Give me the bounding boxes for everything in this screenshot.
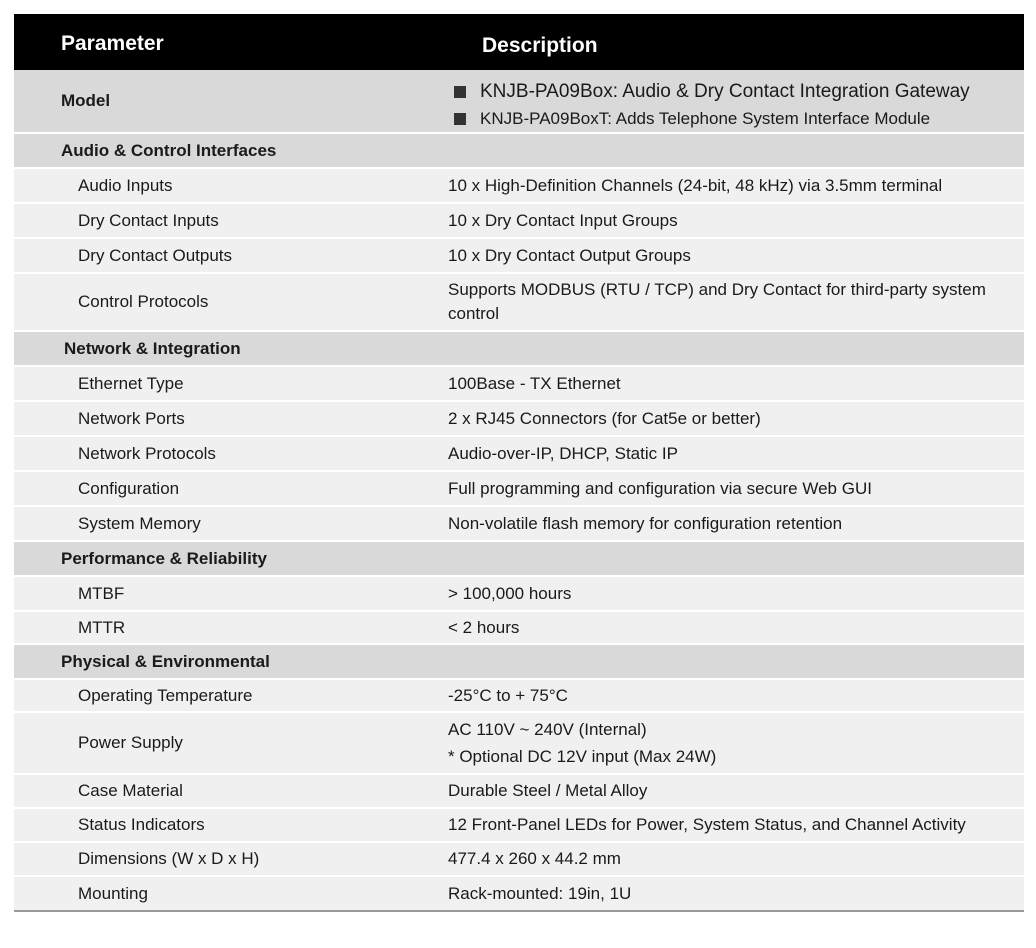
param-label: Control Protocols bbox=[78, 292, 209, 311]
table-row bbox=[14, 470, 1024, 505]
list-item bbox=[454, 105, 970, 132]
table-row bbox=[14, 365, 1024, 400]
model-row bbox=[14, 70, 1024, 132]
param-label: Power Supply bbox=[78, 733, 183, 752]
param-label: Operating Temperature bbox=[78, 685, 253, 705]
param-label: Network Ports bbox=[78, 408, 185, 428]
table-row bbox=[14, 505, 1024, 540]
param-label: Configuration bbox=[78, 478, 180, 498]
param-label: Case Material bbox=[78, 781, 183, 800]
param-label: Dimensions (W x D x H) bbox=[78, 849, 260, 868]
param-value: > 100,000 hours bbox=[448, 583, 572, 603]
param-value: 100Base - TX Ethernet bbox=[448, 373, 621, 393]
param-value bbox=[448, 716, 1010, 770]
param-value: Supports MODBUS (RTU / TCP) and Dry Contact for third-party system control bbox=[448, 280, 986, 323]
param-label: System Memory bbox=[78, 513, 201, 533]
table-row bbox=[14, 272, 1024, 330]
param-value-line: * Optional DC 12V input (Max 24W) bbox=[448, 747, 717, 766]
section-title: Network & Integration bbox=[64, 338, 241, 358]
model-label: Model bbox=[61, 91, 111, 110]
section-title: Performance & Reliability bbox=[61, 548, 267, 568]
param-label: Mounting bbox=[78, 883, 148, 903]
table-row bbox=[14, 167, 1024, 202]
param-value: < 2 hours bbox=[448, 617, 520, 637]
model-item-text: KNJB-PA09BoxT: Adds Telephone System Interface Module bbox=[480, 108, 931, 128]
table-row bbox=[14, 575, 1024, 610]
param-value: -25°C to + 75°C bbox=[448, 685, 568, 705]
section-header bbox=[14, 132, 1024, 167]
section-header bbox=[14, 540, 1024, 575]
table-row bbox=[14, 610, 1024, 643]
param-value-line: AC 110V ~ 240V (Internal) bbox=[448, 720, 647, 739]
table-row bbox=[14, 807, 1024, 841]
table-row bbox=[14, 237, 1024, 272]
param-value: Durable Steel / Metal Alloy bbox=[448, 781, 648, 800]
table-row bbox=[14, 875, 1024, 910]
param-value: 10 x High-Definition Channels (24-bit, 48 kHz) via 3.5mm terminal bbox=[448, 175, 943, 195]
square-bullet-icon bbox=[454, 86, 466, 98]
param-value: Rack-mounted: 19in, 1U bbox=[448, 883, 632, 903]
param-label: MTTR bbox=[78, 617, 126, 637]
spec-table bbox=[14, 14, 1024, 912]
param-value: 12 Front-Panel LEDs for Power, System Status, and Channel Activity bbox=[448, 815, 966, 834]
param-label: Ethernet Type bbox=[78, 373, 184, 393]
square-bullet-icon bbox=[454, 113, 466, 125]
header-description: Description bbox=[482, 34, 598, 57]
param-label: Audio Inputs bbox=[78, 175, 173, 195]
section-title: Physical & Environmental bbox=[61, 651, 270, 671]
param-label: Network Protocols bbox=[78, 443, 216, 463]
param-label: Dry Contact Inputs bbox=[78, 210, 219, 230]
param-label: MTBF bbox=[78, 583, 125, 603]
param-value: Full programming and configuration via secure Web GUI bbox=[448, 478, 872, 498]
header-parameter: Parameter bbox=[61, 32, 164, 55]
table-row bbox=[14, 400, 1024, 435]
table-row bbox=[14, 435, 1024, 470]
table-row bbox=[14, 773, 1024, 807]
param-value: 10 x Dry Contact Input Groups bbox=[448, 210, 678, 230]
table-header bbox=[14, 14, 1024, 70]
list-item bbox=[454, 78, 970, 105]
param-label: Dry Contact Outputs bbox=[78, 245, 233, 265]
table-row bbox=[14, 841, 1024, 875]
param-value: 10 x Dry Contact Output Groups bbox=[448, 245, 691, 265]
model-list bbox=[454, 78, 970, 132]
section-title: Audio & Control Interfaces bbox=[61, 140, 277, 160]
section-header bbox=[14, 330, 1024, 365]
table-row bbox=[14, 711, 1024, 773]
table-row bbox=[14, 202, 1024, 237]
param-label: Status Indicators bbox=[78, 815, 205, 834]
param-value: 2 x RJ45 Connectors (for Cat5e or better) bbox=[448, 408, 761, 428]
table-row bbox=[14, 678, 1024, 711]
model-item-text: KNJB-PA09Box: Audio & Dry Contact Integration Gateway bbox=[480, 80, 970, 102]
param-value: Audio-over-IP, DHCP, Static IP bbox=[448, 443, 678, 463]
param-value: Non-volatile flash memory for configuration retention bbox=[448, 513, 843, 533]
param-value: 477.4 x 260 x 44.2 mm bbox=[448, 849, 621, 868]
section-header bbox=[14, 643, 1024, 678]
